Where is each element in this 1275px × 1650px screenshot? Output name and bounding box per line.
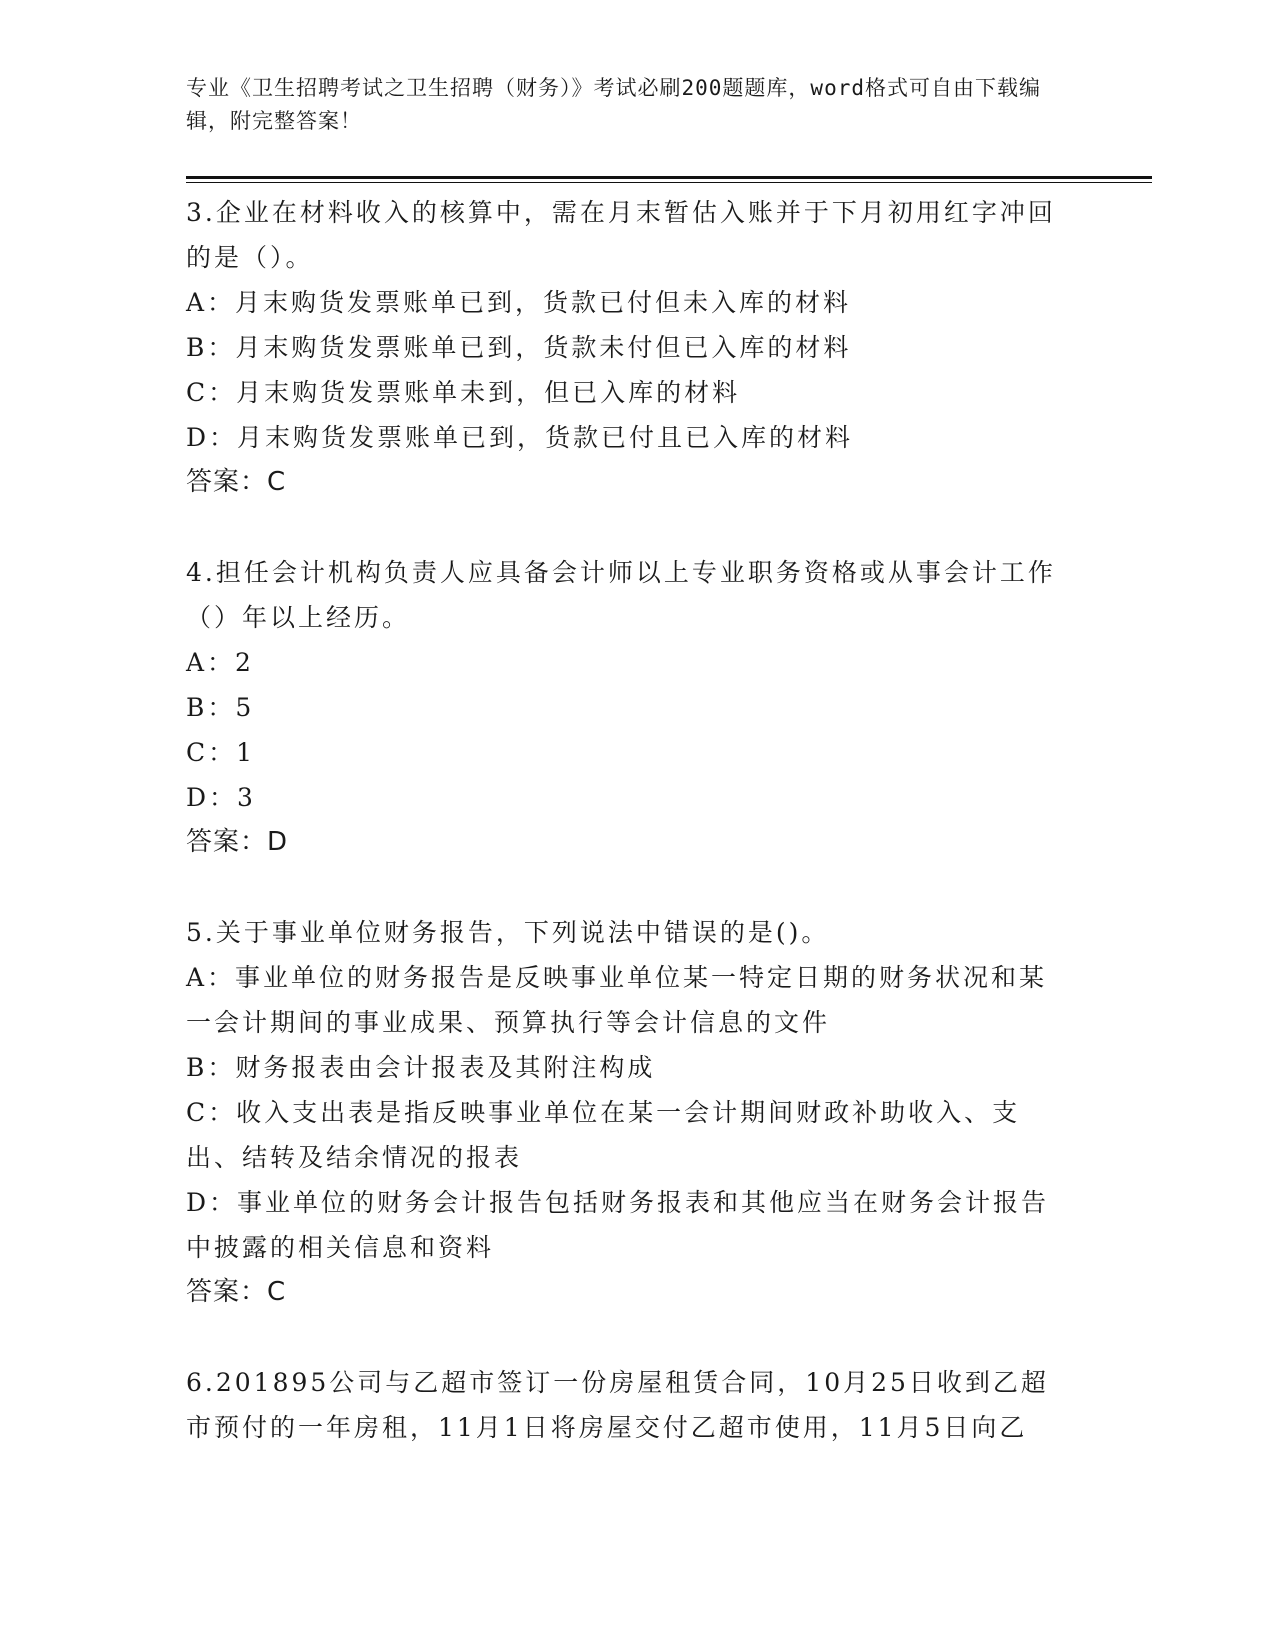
question-6 (186, 1360, 1076, 1450)
question-stem: 3.企业在材料收入的核算中，需在月末暂估入账并于下月初用红字冲回的是（）。 (186, 198, 1056, 272)
option-c: C：月末购货发票账单未到，但已入库的材料 (186, 378, 741, 407)
option-a: A：2 (186, 648, 254, 677)
option-a: A：事业单位的财务报告是反映事业单位某一特定日期的财务状况和某一会计期间的事业成果、预算执行等会计信息的文件 (186, 963, 1048, 1037)
answer-text: 答案：D (186, 827, 289, 857)
answer-text: 答案：C (186, 467, 287, 497)
question-stem: 4.担任会计机构负责人应具备会计师以上专业职务资格或从事会计工作（）年以上经历。 (186, 558, 1056, 632)
option-b: B：财务报表由会计报表及其附注构成 (186, 1053, 656, 1082)
question-5 (186, 910, 1076, 1315)
header-rule-thick (186, 176, 1152, 179)
option-b: B：月末购货发票账单已到，货款未付但已入库的材料 (186, 333, 852, 362)
spacer (186, 1315, 1076, 1360)
answer-text: 答案：C (186, 1277, 287, 1307)
spacer (186, 865, 1076, 910)
question-stem: 6.201895公司与乙超市签订一份房屋租赁合同，10月25日收到乙超市预付的一年房租，11月1日将房屋交付乙超市使用，11月5日向乙 (186, 1368, 1049, 1442)
document-header: 专业《卫生招聘考试之卫生招聘（财务）》考试必刷200题题库，word格式可自由下载编辑，附完整答案！ (186, 76, 1041, 133)
question-3 (186, 190, 1076, 505)
option-d: D：3 (186, 783, 256, 812)
option-b: B：5 (186, 693, 255, 722)
question-stem: 5.关于事业单位财务报告，下列说法中错误的是()。 (186, 918, 830, 947)
question-list (186, 190, 1076, 1450)
option-d: D：事业单位的财务会计报告包括财务报表和其他应当在财务会计报告中披露的相关信息和资料 (186, 1188, 1050, 1262)
option-d: D：月末购货发票账单已到，货款已付且已入库的材料 (186, 423, 854, 452)
header-rule-thin (186, 182, 1152, 183)
spacer (186, 505, 1076, 550)
option-c: C：收入支出表是指反映事业单位在某一会计期间财政补助收入、支出、结转及结余情况的报表 (186, 1098, 1021, 1172)
question-4 (186, 550, 1076, 865)
option-c: C：1 (186, 738, 256, 767)
option-a: A：月末购货发票账单已到，货款已付但未入库的材料 (186, 288, 852, 317)
